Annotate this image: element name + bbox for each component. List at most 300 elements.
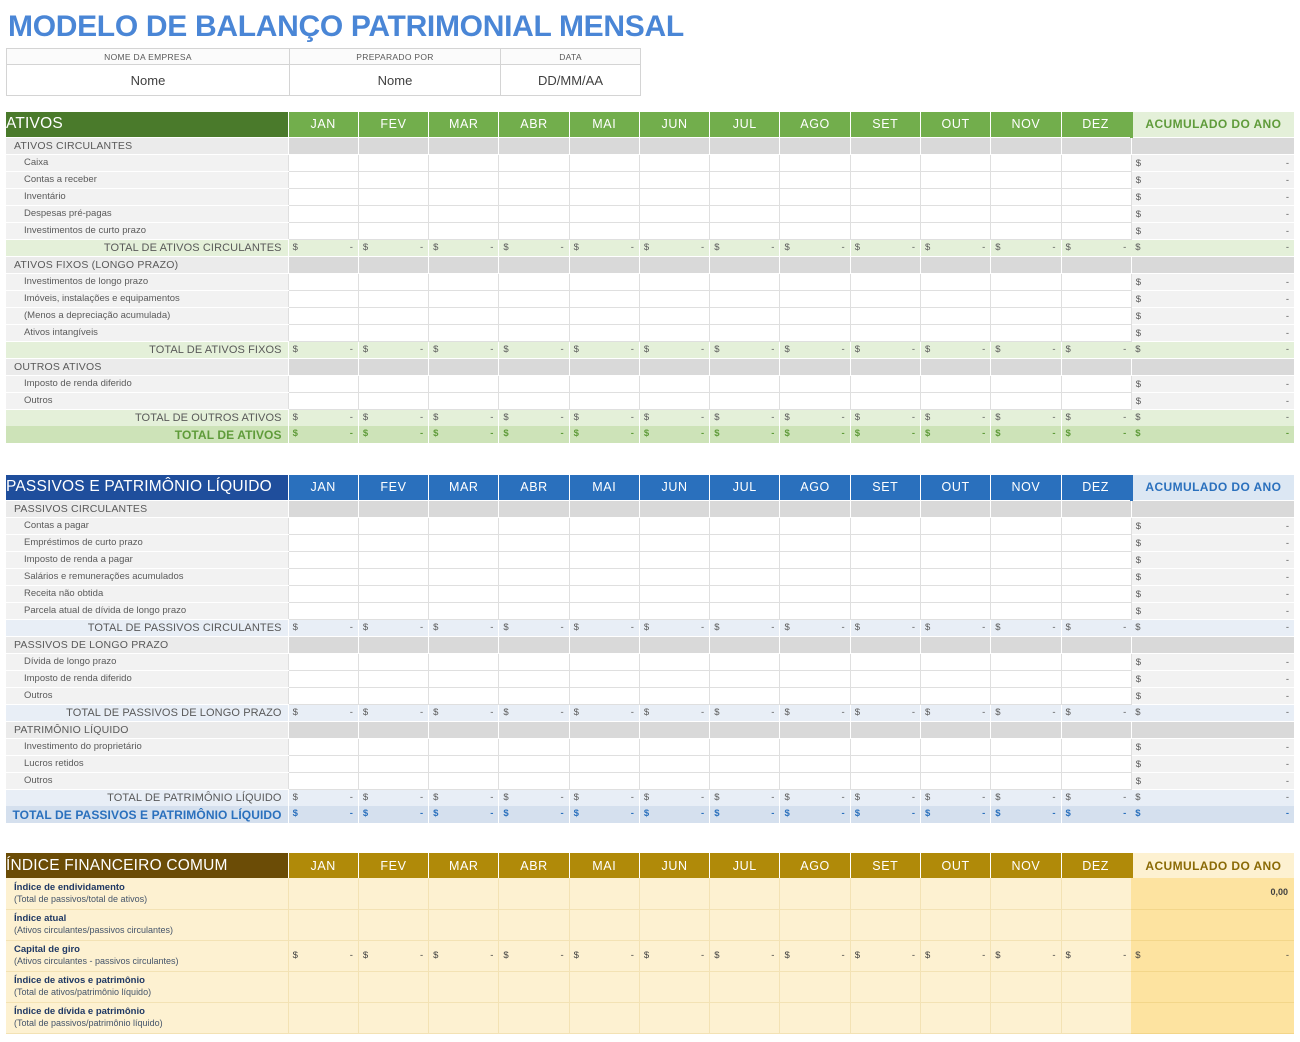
input-cell-mar[interactable] xyxy=(429,307,499,324)
input-cell-nov[interactable] xyxy=(991,738,1061,755)
input-cell-fev[interactable] xyxy=(358,517,428,534)
column-header-out[interactable]: OUT xyxy=(920,112,990,137)
input-cell-ago[interactable] xyxy=(780,392,850,409)
input-cell-fev[interactable] xyxy=(358,670,428,687)
input-cell-mai[interactable] xyxy=(569,687,639,704)
input-cell-set[interactable] xyxy=(850,154,920,171)
input-cell-ago[interactable] xyxy=(780,670,850,687)
input-cell-jun[interactable] xyxy=(639,755,709,772)
ratio-cell-dez[interactable] xyxy=(1061,940,1131,971)
input-cell-nov[interactable] xyxy=(991,670,1061,687)
input-cell-jun[interactable] xyxy=(639,687,709,704)
input-cell-jan[interactable] xyxy=(288,585,358,602)
input-cell-abr[interactable] xyxy=(499,205,569,222)
input-cell-jul[interactable] xyxy=(710,517,780,534)
input-cell-jul[interactable] xyxy=(710,602,780,619)
column-header-mar[interactable]: MAR xyxy=(429,112,499,137)
input-cell-jun[interactable] xyxy=(639,290,709,307)
ratio-cell-mar[interactable] xyxy=(429,940,499,971)
input-cell-ago[interactable] xyxy=(780,222,850,239)
ratio-cell-abr[interactable] xyxy=(499,878,569,909)
input-cell-fev[interactable] xyxy=(358,171,428,188)
input-cell-out[interactable] xyxy=(920,222,990,239)
column-header-jun[interactable]: JUN xyxy=(639,112,709,137)
input-cell-abr[interactable] xyxy=(499,534,569,551)
column-header-fev[interactable]: FEV xyxy=(358,112,428,137)
ratio-cell-abr[interactable] xyxy=(499,971,569,1002)
ratio-cell-jul[interactable] xyxy=(710,1002,780,1033)
input-cell-nov[interactable] xyxy=(991,568,1061,585)
input-cell-abr[interactable] xyxy=(499,738,569,755)
input-cell-out[interactable] xyxy=(920,670,990,687)
input-cell-fev[interactable] xyxy=(358,738,428,755)
input-cell-abr[interactable] xyxy=(499,222,569,239)
input-cell-dez[interactable] xyxy=(1061,517,1131,534)
input-cell-mai[interactable] xyxy=(569,290,639,307)
input-cell-nov[interactable] xyxy=(991,307,1061,324)
input-cell-mai[interactable] xyxy=(569,534,639,551)
input-cell-jan[interactable] xyxy=(288,171,358,188)
input-cell-jul[interactable] xyxy=(710,222,780,239)
input-cell-jan[interactable] xyxy=(288,307,358,324)
input-cell-nov[interactable] xyxy=(991,602,1061,619)
input-cell-abr[interactable] xyxy=(499,273,569,290)
ratio-cell-ago[interactable] xyxy=(780,940,850,971)
column-header-ytd[interactable]: ACUMULADO DO ANO xyxy=(1131,853,1294,878)
ratio-cell-ago[interactable] xyxy=(780,971,850,1002)
input-cell-set[interactable] xyxy=(850,273,920,290)
input-cell-nov[interactable] xyxy=(991,392,1061,409)
ratio-cell-jun[interactable] xyxy=(639,971,709,1002)
input-cell-mar[interactable] xyxy=(429,568,499,585)
column-header-ago[interactable]: AGO xyxy=(780,475,850,500)
input-cell-nov[interactable] xyxy=(991,755,1061,772)
input-cell-jul[interactable] xyxy=(710,738,780,755)
input-cell-fev[interactable] xyxy=(358,755,428,772)
ratio-cell-ago[interactable] xyxy=(780,878,850,909)
input-cell-nov[interactable] xyxy=(991,222,1061,239)
ratio-cell-out[interactable] xyxy=(920,971,990,1002)
ratio-cell-jul[interactable] xyxy=(710,940,780,971)
input-cell-mai[interactable] xyxy=(569,517,639,534)
ratio-cell-jul[interactable] xyxy=(710,878,780,909)
input-cell-mai[interactable] xyxy=(569,205,639,222)
ratio-cell-set[interactable] xyxy=(850,940,920,971)
input-cell-jan[interactable] xyxy=(288,392,358,409)
input-cell-ago[interactable] xyxy=(780,324,850,341)
input-cell-out[interactable] xyxy=(920,772,990,789)
input-cell-nov[interactable] xyxy=(991,517,1061,534)
input-cell-fev[interactable] xyxy=(358,375,428,392)
column-header-mar[interactable]: MAR xyxy=(429,853,499,878)
input-cell-nov[interactable] xyxy=(991,324,1061,341)
column-header-ytd[interactable]: ACUMULADO DO ANO xyxy=(1131,475,1294,500)
input-cell-jun[interactable] xyxy=(639,551,709,568)
input-cell-mar[interactable] xyxy=(429,653,499,670)
input-cell-jul[interactable] xyxy=(710,568,780,585)
input-cell-ago[interactable] xyxy=(780,568,850,585)
column-header-fev[interactable]: FEV xyxy=(358,475,428,500)
input-cell-mai[interactable] xyxy=(569,222,639,239)
input-cell-dez[interactable] xyxy=(1061,755,1131,772)
input-cell-jun[interactable] xyxy=(639,205,709,222)
input-cell-fev[interactable] xyxy=(358,392,428,409)
input-cell-abr[interactable] xyxy=(499,324,569,341)
input-cell-jul[interactable] xyxy=(710,585,780,602)
column-header-ytd[interactable]: ACUMULADO DO ANO xyxy=(1131,112,1294,137)
input-cell-dez[interactable] xyxy=(1061,653,1131,670)
column-header-nov[interactable]: NOV xyxy=(991,853,1061,878)
input-cell-abr[interactable] xyxy=(499,375,569,392)
input-cell-nov[interactable] xyxy=(991,188,1061,205)
input-cell-ago[interactable] xyxy=(780,154,850,171)
input-cell-jan[interactable] xyxy=(288,568,358,585)
ratio-cell-mar[interactable] xyxy=(429,878,499,909)
input-cell-fev[interactable] xyxy=(358,222,428,239)
input-cell-jan[interactable] xyxy=(288,738,358,755)
input-cell-ago[interactable] xyxy=(780,687,850,704)
input-cell-mar[interactable] xyxy=(429,517,499,534)
input-cell-mai[interactable] xyxy=(569,188,639,205)
ratio-cell-abr[interactable] xyxy=(499,909,569,940)
input-cell-mai[interactable] xyxy=(569,568,639,585)
input-cell-dez[interactable] xyxy=(1061,551,1131,568)
column-header-abr[interactable]: ABR xyxy=(499,475,569,500)
input-cell-jun[interactable] xyxy=(639,534,709,551)
input-cell-mar[interactable] xyxy=(429,375,499,392)
input-cell-nov[interactable] xyxy=(991,273,1061,290)
input-cell-out[interactable] xyxy=(920,568,990,585)
input-cell-out[interactable] xyxy=(920,205,990,222)
input-cell-set[interactable] xyxy=(850,205,920,222)
column-header-fev[interactable]: FEV xyxy=(358,853,428,878)
input-cell-set[interactable] xyxy=(850,755,920,772)
input-cell-jul[interactable] xyxy=(710,375,780,392)
input-cell-set[interactable] xyxy=(850,602,920,619)
ratio-cell-out[interactable] xyxy=(920,878,990,909)
input-cell-mar[interactable] xyxy=(429,188,499,205)
input-cell-ago[interactable] xyxy=(780,375,850,392)
input-cell-ago[interactable] xyxy=(780,653,850,670)
input-cell-fev[interactable] xyxy=(358,154,428,171)
ratio-cell-dez[interactable] xyxy=(1061,909,1131,940)
input-cell-dez[interactable] xyxy=(1061,273,1131,290)
ratio-cell-abr[interactable] xyxy=(499,1002,569,1033)
ratio-cell-set[interactable] xyxy=(850,1002,920,1033)
input-cell-set[interactable] xyxy=(850,772,920,789)
input-cell-out[interactable] xyxy=(920,392,990,409)
input-cell-abr[interactable] xyxy=(499,307,569,324)
input-cell-fev[interactable] xyxy=(358,307,428,324)
column-header-mar[interactable]: MAR xyxy=(429,475,499,500)
ratio-cell-out[interactable] xyxy=(920,1002,990,1033)
input-cell-set[interactable] xyxy=(850,171,920,188)
input-cell-mar[interactable] xyxy=(429,324,499,341)
column-header-dez[interactable]: DEZ xyxy=(1061,112,1131,137)
input-cell-abr[interactable] xyxy=(499,755,569,772)
input-cell-out[interactable] xyxy=(920,290,990,307)
input-cell-jun[interactable] xyxy=(639,517,709,534)
ratio-cell-jan[interactable] xyxy=(288,971,358,1002)
column-header-jun[interactable]: JUN xyxy=(639,475,709,500)
input-cell-fev[interactable] xyxy=(358,324,428,341)
input-cell-abr[interactable] xyxy=(499,670,569,687)
input-cell-dez[interactable] xyxy=(1061,205,1131,222)
ratio-cell-dez[interactable] xyxy=(1061,971,1131,1002)
input-cell-mar[interactable] xyxy=(429,154,499,171)
input-cell-mar[interactable] xyxy=(429,273,499,290)
input-cell-mai[interactable] xyxy=(569,551,639,568)
input-prepared-by[interactable]: Nome xyxy=(290,65,501,96)
input-cell-jan[interactable] xyxy=(288,222,358,239)
column-header-ago[interactable]: AGO xyxy=(780,112,850,137)
column-header-nov[interactable]: NOV xyxy=(991,475,1061,500)
input-cell-abr[interactable] xyxy=(499,772,569,789)
input-cell-fev[interactable] xyxy=(358,205,428,222)
input-cell-jan[interactable] xyxy=(288,517,358,534)
input-date[interactable]: DD/MM/AA xyxy=(501,65,641,96)
input-cell-mai[interactable] xyxy=(569,324,639,341)
input-cell-dez[interactable] xyxy=(1061,171,1131,188)
ratio-cell-jan[interactable] xyxy=(288,909,358,940)
input-cell-ago[interactable] xyxy=(780,273,850,290)
input-cell-fev[interactable] xyxy=(358,585,428,602)
column-header-dez[interactable]: DEZ xyxy=(1061,853,1131,878)
ratio-cell-out[interactable] xyxy=(920,940,990,971)
input-cell-jan[interactable] xyxy=(288,687,358,704)
ratio-cell-mar[interactable] xyxy=(429,909,499,940)
input-cell-abr[interactable] xyxy=(499,154,569,171)
input-cell-abr[interactable] xyxy=(499,653,569,670)
input-cell-jul[interactable] xyxy=(710,534,780,551)
input-cell-abr[interactable] xyxy=(499,687,569,704)
input-cell-set[interactable] xyxy=(850,670,920,687)
input-cell-mai[interactable] xyxy=(569,392,639,409)
input-cell-dez[interactable] xyxy=(1061,670,1131,687)
input-cell-dez[interactable] xyxy=(1061,307,1131,324)
input-cell-dez[interactable] xyxy=(1061,290,1131,307)
input-cell-mar[interactable] xyxy=(429,738,499,755)
input-cell-jun[interactable] xyxy=(639,273,709,290)
input-cell-mai[interactable] xyxy=(569,653,639,670)
input-cell-abr[interactable] xyxy=(499,551,569,568)
input-cell-jan[interactable] xyxy=(288,653,358,670)
input-cell-abr[interactable] xyxy=(499,568,569,585)
input-cell-set[interactable] xyxy=(850,585,920,602)
input-cell-ago[interactable] xyxy=(780,290,850,307)
input-cell-abr[interactable] xyxy=(499,290,569,307)
ratio-cell-mai[interactable] xyxy=(569,909,639,940)
input-cell-dez[interactable] xyxy=(1061,687,1131,704)
input-cell-jan[interactable] xyxy=(288,772,358,789)
ratio-cell-fev[interactable] xyxy=(358,909,428,940)
ratio-cell-nov[interactable] xyxy=(991,878,1061,909)
input-cell-abr[interactable] xyxy=(499,392,569,409)
column-header-set[interactable]: SET xyxy=(850,853,920,878)
input-cell-mar[interactable] xyxy=(429,551,499,568)
input-cell-mai[interactable] xyxy=(569,670,639,687)
input-cell-ago[interactable] xyxy=(780,585,850,602)
ratio-cell-jun[interactable] xyxy=(639,909,709,940)
input-cell-out[interactable] xyxy=(920,534,990,551)
input-cell-jul[interactable] xyxy=(710,755,780,772)
ratio-cell-fev[interactable] xyxy=(358,940,428,971)
input-cell-mai[interactable] xyxy=(569,307,639,324)
input-cell-mai[interactable] xyxy=(569,772,639,789)
column-header-ago[interactable]: AGO xyxy=(780,853,850,878)
input-cell-jun[interactable] xyxy=(639,392,709,409)
ratio-cell-mai[interactable] xyxy=(569,1002,639,1033)
ratio-cell-nov[interactable] xyxy=(991,971,1061,1002)
input-cell-jul[interactable] xyxy=(710,307,780,324)
input-cell-jan[interactable] xyxy=(288,534,358,551)
ratio-cell-out[interactable] xyxy=(920,909,990,940)
input-cell-fev[interactable] xyxy=(358,188,428,205)
input-cell-out[interactable] xyxy=(920,273,990,290)
input-cell-mai[interactable] xyxy=(569,585,639,602)
input-cell-abr[interactable] xyxy=(499,517,569,534)
column-header-mai[interactable]: MAI xyxy=(569,853,639,878)
column-header-jan[interactable]: JAN xyxy=(288,853,358,878)
ratio-cell-dez[interactable] xyxy=(1061,878,1131,909)
input-cell-jul[interactable] xyxy=(710,551,780,568)
column-header-abr[interactable]: ABR xyxy=(499,853,569,878)
input-cell-jan[interactable] xyxy=(288,551,358,568)
input-cell-ago[interactable] xyxy=(780,188,850,205)
column-header-out[interactable]: OUT xyxy=(920,853,990,878)
column-header-jul[interactable]: JUL xyxy=(710,112,780,137)
input-cell-jun[interactable] xyxy=(639,568,709,585)
input-cell-jan[interactable] xyxy=(288,188,358,205)
ratio-cell-set[interactable] xyxy=(850,878,920,909)
input-cell-set[interactable] xyxy=(850,517,920,534)
column-header-abr[interactable]: ABR xyxy=(499,112,569,137)
input-cell-nov[interactable] xyxy=(991,171,1061,188)
input-cell-ago[interactable] xyxy=(780,755,850,772)
input-cell-set[interactable] xyxy=(850,653,920,670)
ratio-cell-abr[interactable] xyxy=(499,940,569,971)
input-cell-dez[interactable] xyxy=(1061,602,1131,619)
column-header-jan[interactable]: JAN xyxy=(288,475,358,500)
input-cell-dez[interactable] xyxy=(1061,154,1131,171)
input-cell-ago[interactable] xyxy=(780,307,850,324)
input-cell-jan[interactable] xyxy=(288,602,358,619)
input-cell-abr[interactable] xyxy=(499,188,569,205)
input-cell-jul[interactable] xyxy=(710,290,780,307)
input-cell-jun[interactable] xyxy=(639,222,709,239)
input-cell-out[interactable] xyxy=(920,653,990,670)
input-cell-mai[interactable] xyxy=(569,738,639,755)
input-cell-set[interactable] xyxy=(850,568,920,585)
input-cell-abr[interactable] xyxy=(499,602,569,619)
input-cell-nov[interactable] xyxy=(991,154,1061,171)
input-cell-jan[interactable] xyxy=(288,324,358,341)
ratio-cell-set[interactable] xyxy=(850,971,920,1002)
ratio-cell-jan[interactable] xyxy=(288,940,358,971)
input-cell-jul[interactable] xyxy=(710,687,780,704)
input-cell-ago[interactable] xyxy=(780,738,850,755)
column-header-nov[interactable]: NOV xyxy=(991,112,1061,137)
input-cell-nov[interactable] xyxy=(991,653,1061,670)
input-cell-jul[interactable] xyxy=(710,670,780,687)
input-cell-jul[interactable] xyxy=(710,188,780,205)
input-cell-ago[interactable] xyxy=(780,551,850,568)
input-cell-jul[interactable] xyxy=(710,772,780,789)
input-cell-jul[interactable] xyxy=(710,324,780,341)
input-cell-fev[interactable] xyxy=(358,534,428,551)
input-cell-nov[interactable] xyxy=(991,290,1061,307)
input-cell-out[interactable] xyxy=(920,171,990,188)
input-cell-mai[interactable] xyxy=(569,755,639,772)
input-cell-jun[interactable] xyxy=(639,188,709,205)
input-cell-jan[interactable] xyxy=(288,670,358,687)
input-cell-set[interactable] xyxy=(850,222,920,239)
input-cell-jul[interactable] xyxy=(710,392,780,409)
input-cell-set[interactable] xyxy=(850,687,920,704)
input-cell-jun[interactable] xyxy=(639,171,709,188)
ratio-cell-mai[interactable] xyxy=(569,940,639,971)
input-cell-nov[interactable] xyxy=(991,772,1061,789)
input-cell-mai[interactable] xyxy=(569,602,639,619)
column-header-jun[interactable]: JUN xyxy=(639,853,709,878)
ratio-cell-nov[interactable] xyxy=(991,940,1061,971)
input-cell-nov[interactable] xyxy=(991,375,1061,392)
input-cell-dez[interactable] xyxy=(1061,324,1131,341)
input-cell-mar[interactable] xyxy=(429,670,499,687)
column-header-jul[interactable]: JUL xyxy=(710,853,780,878)
input-cell-fev[interactable] xyxy=(358,653,428,670)
input-cell-fev[interactable] xyxy=(358,273,428,290)
input-cell-set[interactable] xyxy=(850,551,920,568)
column-header-out[interactable]: OUT xyxy=(920,475,990,500)
input-cell-out[interactable] xyxy=(920,755,990,772)
ratio-cell-jun[interactable] xyxy=(639,1002,709,1033)
input-cell-mar[interactable] xyxy=(429,585,499,602)
input-cell-mai[interactable] xyxy=(569,273,639,290)
input-cell-jan[interactable] xyxy=(288,154,358,171)
input-cell-mai[interactable] xyxy=(569,375,639,392)
ratio-cell-nov[interactable] xyxy=(991,909,1061,940)
input-cell-mar[interactable] xyxy=(429,290,499,307)
ratio-cell-set[interactable] xyxy=(850,909,920,940)
input-cell-jan[interactable] xyxy=(288,375,358,392)
input-cell-fev[interactable] xyxy=(358,290,428,307)
ratio-cell-jan[interactable] xyxy=(288,1002,358,1033)
input-cell-ago[interactable] xyxy=(780,602,850,619)
input-company-name[interactable]: Nome xyxy=(7,65,290,96)
input-cell-dez[interactable] xyxy=(1061,222,1131,239)
input-cell-out[interactable] xyxy=(920,324,990,341)
ratio-cell-mar[interactable] xyxy=(429,971,499,1002)
input-cell-nov[interactable] xyxy=(991,551,1061,568)
input-cell-nov[interactable] xyxy=(991,687,1061,704)
input-cell-mar[interactable] xyxy=(429,755,499,772)
input-cell-jan[interactable] xyxy=(288,273,358,290)
input-cell-out[interactable] xyxy=(920,188,990,205)
ratio-cell-jun[interactable] xyxy=(639,940,709,971)
column-header-jul[interactable]: JUL xyxy=(710,475,780,500)
input-cell-jun[interactable] xyxy=(639,738,709,755)
input-cell-ago[interactable] xyxy=(780,772,850,789)
input-cell-ago[interactable] xyxy=(780,171,850,188)
input-cell-jan[interactable] xyxy=(288,755,358,772)
input-cell-fev[interactable] xyxy=(358,551,428,568)
input-cell-dez[interactable] xyxy=(1061,568,1131,585)
input-cell-mar[interactable] xyxy=(429,602,499,619)
input-cell-jan[interactable] xyxy=(288,205,358,222)
ratio-cell-ago[interactable] xyxy=(780,1002,850,1033)
column-header-set[interactable]: SET xyxy=(850,112,920,137)
